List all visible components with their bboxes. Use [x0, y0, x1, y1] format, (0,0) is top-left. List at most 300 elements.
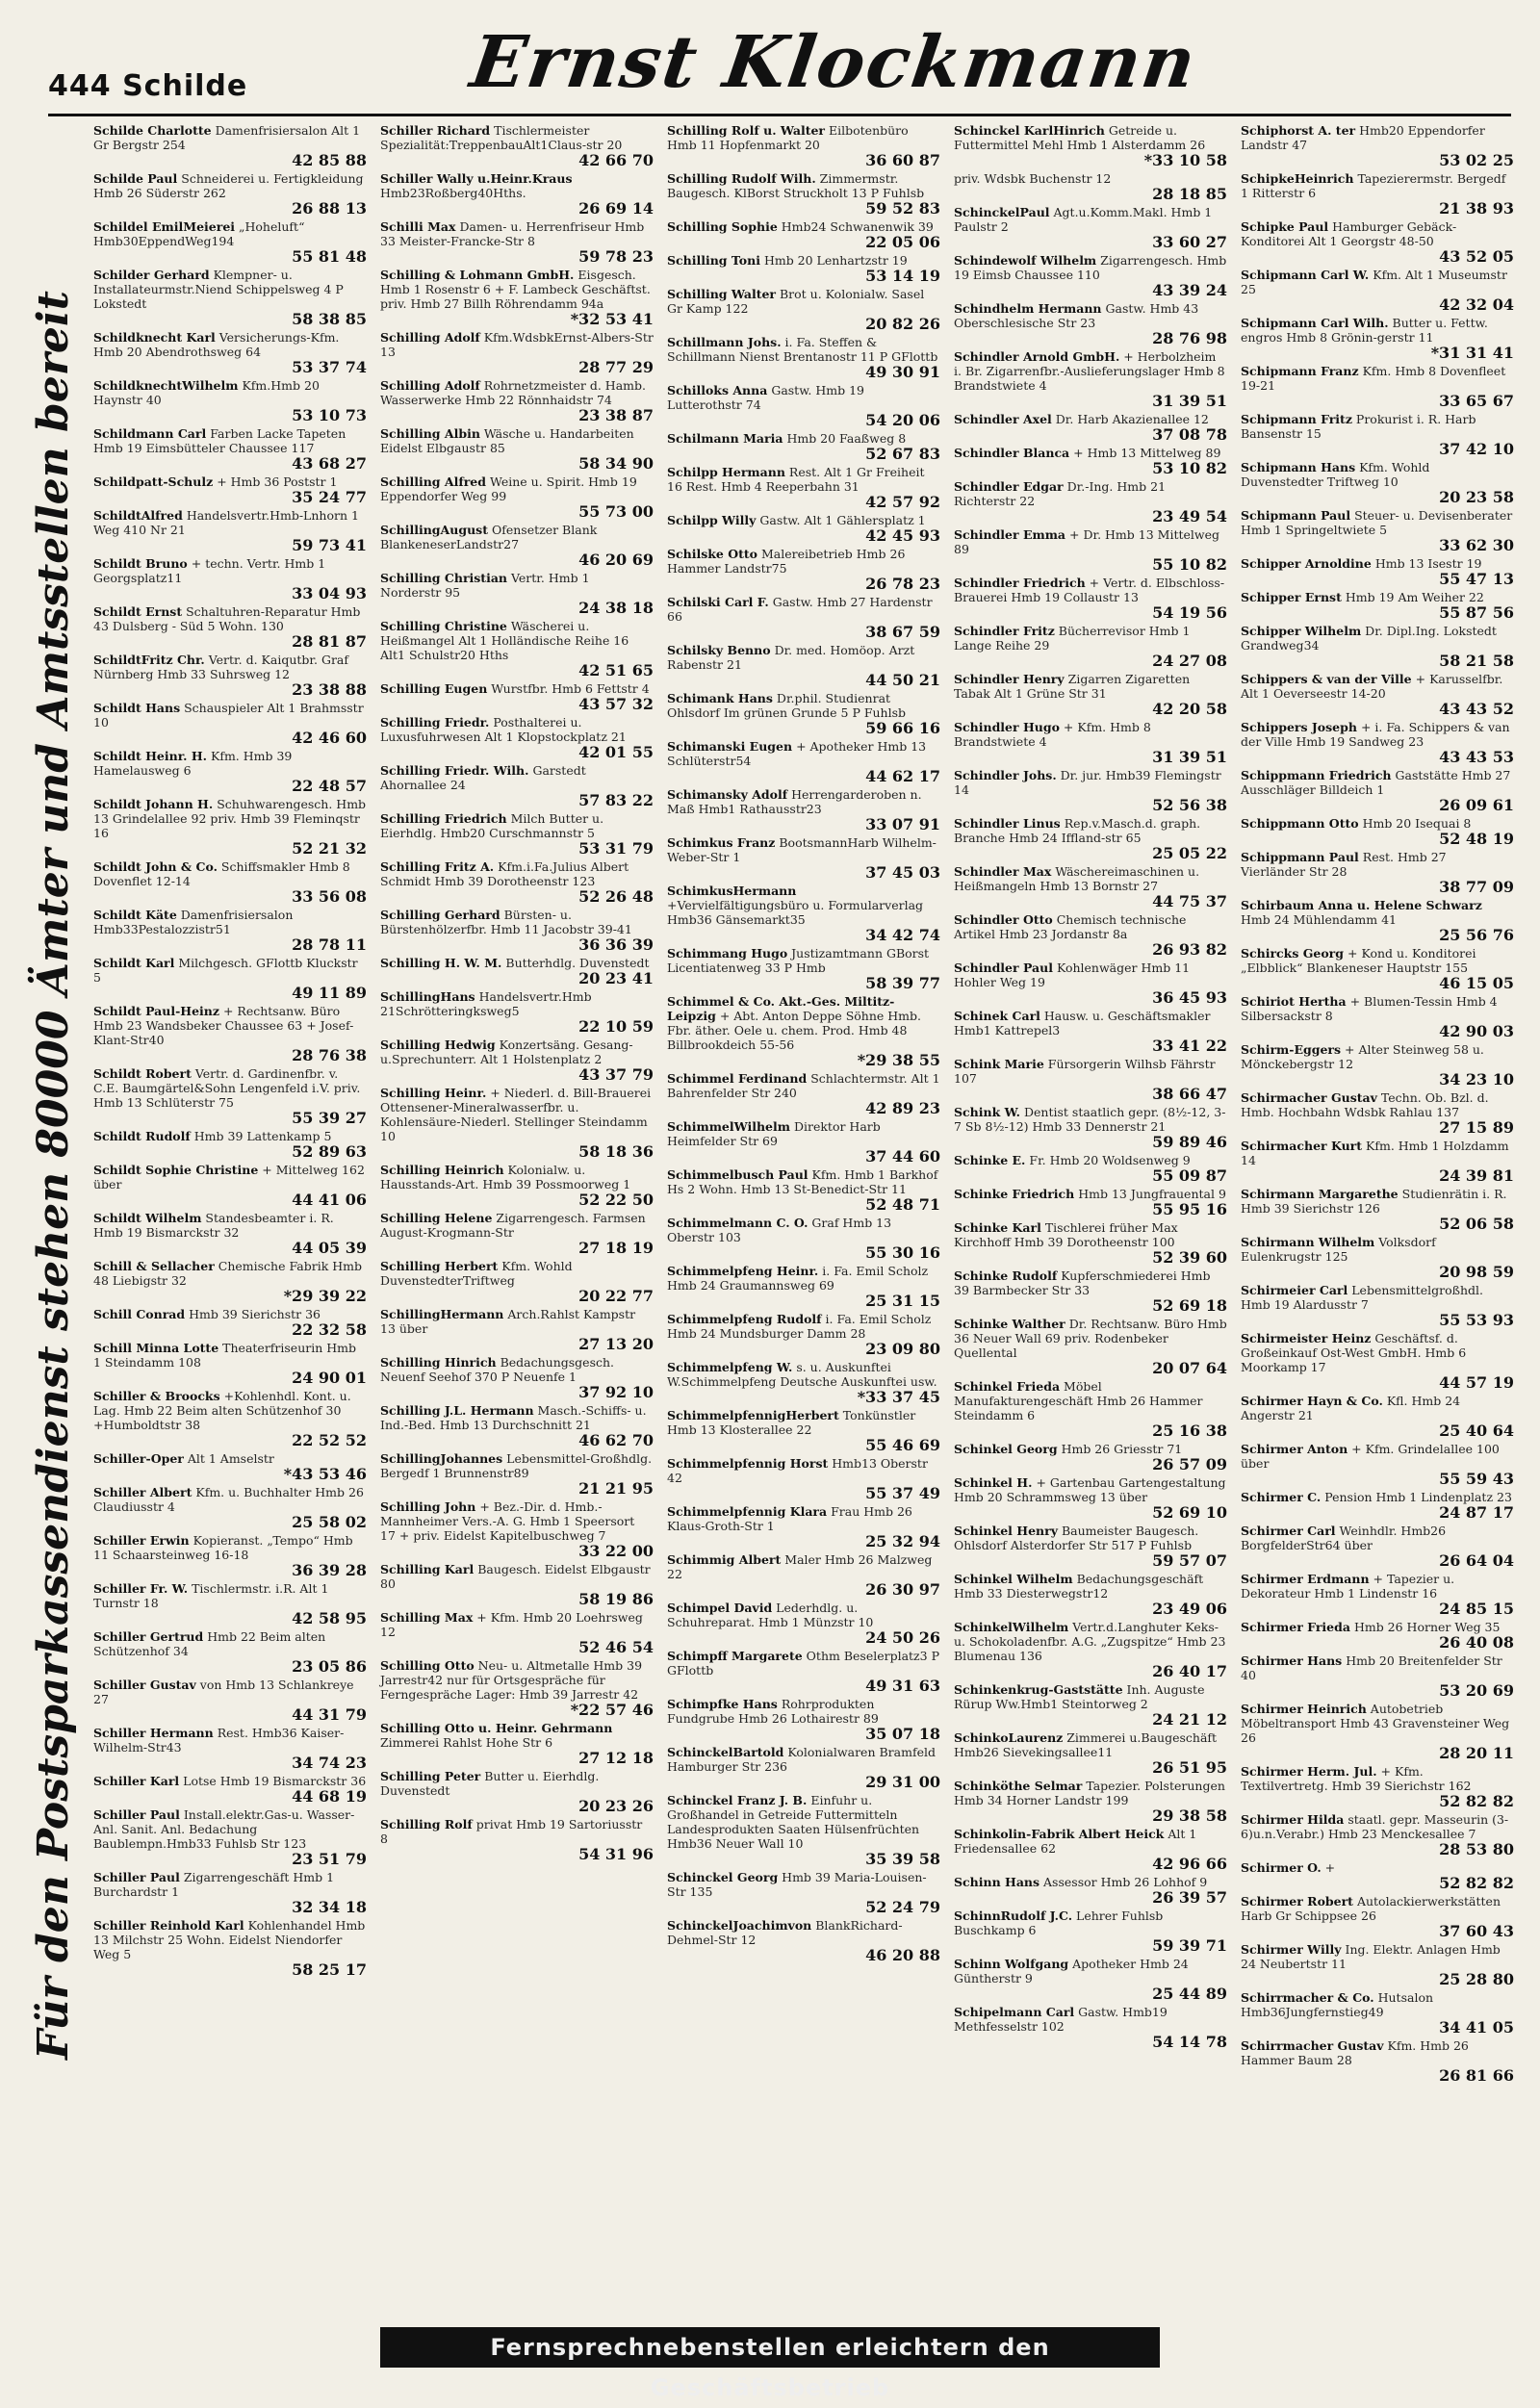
entry-phone: 26 81 66: [1439, 2066, 1514, 2085]
directory-entry: [952, 123, 1229, 171]
directory-entry: [91, 268, 369, 330]
entry-phone: 53 10 82: [1152, 459, 1227, 477]
entry-description: + Kfm. Textilvertretg. Hmb 39 Sierichstr 162: [1241, 1764, 1472, 1793]
directory-entry: [665, 1360, 942, 1408]
entry-name: Schindler Henry: [954, 672, 1065, 686]
entry-phone: 36 60 87: [865, 151, 940, 169]
entry-name: Schinke Walther: [954, 1317, 1065, 1331]
entry-phone: 24 87 17: [1439, 1503, 1514, 1522]
entry-phone: 43 43 52: [1439, 700, 1514, 718]
entry-description: Justizamtmann GBorst Licentiatenweg 33 P Hmb: [667, 946, 930, 975]
entry-description: Zigarrengesch. Hmb 19 Eimsb Chaussee 110: [954, 253, 1227, 282]
directory-entry: [378, 1355, 655, 1403]
entry-name: Schildmann Carl: [93, 426, 207, 441]
entry-description: Milch Butter u. Eierhdlg. Hmb20 Curschmannstr 5: [380, 811, 604, 840]
entry-name: SchillingJohannes: [380, 1451, 503, 1466]
entry-description: Weine u. Spirit. Hmb 19 Eppendorfer Weg 99: [380, 474, 637, 503]
entry-phone: 46 20 88: [865, 1946, 940, 1964]
directory-entry: [378, 330, 655, 378]
entry-description: Hmb 13 Isestr 19: [1374, 556, 1482, 571]
entry-name: Schindler Linus: [954, 816, 1061, 831]
entry-description: Alt 1 Friedensallee 62: [954, 1827, 1197, 1856]
entry-phone: 26 93 82: [1152, 940, 1227, 959]
entry-description: Dr.-Ing. Hmb 21 Richterstr 22: [954, 479, 1167, 508]
entry-phone: 35 24 77: [292, 488, 367, 506]
directory-entry: [952, 624, 1229, 672]
entry-phone: 38 66 47: [1152, 1085, 1227, 1103]
entry-description: Hmb 24 Mühlendamm 41: [1241, 912, 1397, 927]
directory-entry: [952, 576, 1229, 624]
entry-description: Hausw. u. Geschäftsmakler Hmb1 Kattrepel3: [954, 1009, 1211, 1037]
entry-phone: 26 40 17: [1152, 1662, 1227, 1680]
entry-phone: 44 57 19: [1439, 1373, 1514, 1392]
entry-description: Vertr.d.Langhuter Keks- u. Schokoladenfbr. A.G. „Zugspitze“ Hmb 23 Blumenau 136: [954, 1620, 1226, 1663]
entry-phone: 34 42 74: [865, 926, 940, 944]
entry-description: Dr. Rechtsanw. Büro Hmb 36 Neuer Wall 69 priv. Rodenbeker Quellental: [954, 1317, 1227, 1360]
entry-name: Schilling Otto u. Heinr. Gehrmann: [380, 1721, 613, 1735]
entry-phone: 55 53 93: [1439, 1311, 1514, 1329]
entry-phone: 52 48 71: [865, 1195, 940, 1214]
directory-entry: [665, 787, 942, 835]
entry-name: SchildknechtWilhelm: [93, 378, 239, 393]
entry-phone: 21 38 93: [1439, 199, 1514, 218]
entry-description: Lederhdlg. u. Schuhreparat. Hmb 1 Münzstr 10: [667, 1601, 874, 1629]
directory-entry: [952, 479, 1229, 527]
directory-entry: [952, 171, 1229, 205]
entry-name: Schimmelpfeng Rudolf: [667, 1312, 822, 1326]
entry-description: Kohlenwäger Hmb 11 Hohler Weg 19: [954, 961, 1191, 989]
entry-phone: 58 25 17: [292, 1960, 367, 1979]
entry-name: Schilpp Willy: [667, 513, 757, 527]
entry-name: Schilling Hinrich: [380, 1355, 497, 1370]
entry-name: Schinkel Frieda: [954, 1379, 1061, 1394]
entry-name: Schiller Richard: [380, 123, 491, 138]
entry-name: Schirmer Anton: [1241, 1442, 1348, 1456]
directory-entry: [665, 946, 942, 994]
entry-phone: 25 40 64: [1439, 1422, 1514, 1440]
entry-phone: 49 31 63: [865, 1677, 940, 1695]
entry-name: Schilling Sophie: [667, 219, 778, 234]
entry-name: Schilling Alfred: [380, 474, 487, 489]
directory-entry: [1239, 1139, 1516, 1187]
entry-name: Schilling Herbert: [380, 1259, 499, 1273]
directory-entry: [1239, 590, 1516, 624]
entry-description: Hmb 26 Horner Weg 35: [1353, 1620, 1501, 1634]
directory-entry: [91, 1129, 369, 1163]
entry-phone: 33 65 67: [1439, 392, 1514, 410]
entry-name: Schippers & van der Ville: [1241, 672, 1412, 686]
entry-name: Schiller Gustav: [93, 1678, 196, 1692]
directory-entry: [91, 1163, 369, 1211]
entry-phone: 33 62 30: [1439, 536, 1514, 554]
entry-name: SchildtFritz Chr.: [93, 653, 205, 667]
entry-name: Schirmer Herm. Jul.: [1241, 1764, 1377, 1779]
entry-description: + Gartenbau Gartengestaltung Hmb 20 Schrammsweg 13 über: [954, 1475, 1226, 1504]
entry-description: Gastw. Alt 1 Gählersplatz 1: [759, 513, 926, 527]
entry-phone: 49 30 91: [865, 363, 940, 381]
directory-column: [378, 123, 655, 2308]
entry-name: Schildpatt-Schulz: [93, 474, 214, 489]
entry-phone: *43 53 46: [283, 1465, 367, 1483]
entry-description: Tonkünstler Hmb 13 Klosterallee 22: [667, 1408, 916, 1437]
entry-phone: 25 31 15: [865, 1292, 940, 1310]
entry-name: Schinkel H.: [954, 1475, 1033, 1490]
directory-entry: [1239, 1442, 1516, 1490]
entry-name: Schipmann Franz: [1241, 364, 1359, 378]
entry-phone: 20 23 41: [578, 969, 654, 987]
entry-description: Hmb 26 Griesstr 71: [1061, 1442, 1183, 1456]
directory-entry: [91, 1389, 369, 1451]
entry-phone: 42 96 66: [1152, 1855, 1227, 1873]
entry-phone: 31 39 51: [1152, 392, 1227, 410]
directory-entry: [952, 672, 1229, 720]
directory-entry: [665, 884, 942, 946]
entry-phone: *32 53 41: [570, 310, 654, 328]
entry-description: Farben Lacke Tapeten Hmb 19 Eimsbütteler Chaussee 117: [93, 426, 346, 455]
entry-description: Kfm. Alt 1 Museumstr 25: [1241, 268, 1507, 296]
entry-name: Schildt Sophie Christine: [93, 1163, 259, 1177]
directory-entry: [952, 1105, 1229, 1153]
entry-phone: 28 78 11: [292, 935, 367, 954]
entry-description: Vertr. d. Gardinenfbr. v. C.E. Baumgärtel&Sohn Lengenfeld i.V. priv. Hmb 13 Schlüterstr 75: [93, 1066, 361, 1110]
entry-description: Inh. Auguste Rürup Ww.Hmb1 Steintorweg 2: [954, 1682, 1205, 1711]
entry-name: Schilling Toni: [667, 253, 760, 268]
entry-description: Hmb 39 Sierichstr 36: [189, 1307, 321, 1321]
entry-phone: 53 31 79: [578, 839, 654, 858]
entry-phone: 26 40 08: [1439, 1633, 1514, 1652]
entry-name: Schilling Otto: [380, 1658, 475, 1673]
page-keyword: Schilde: [122, 69, 248, 103]
entry-phone: 52 46 54: [578, 1638, 654, 1656]
entry-name: Schildt Rudolf: [93, 1129, 191, 1143]
directory-entry: [952, 1057, 1229, 1105]
directory-entry: [665, 465, 942, 513]
entry-phone: 20 98 59: [1439, 1263, 1514, 1281]
entry-phone: 42 85 88: [292, 151, 367, 169]
entry-description: Schlachtermstr. Alt 1 Bahrenfelder Str 240: [667, 1071, 940, 1100]
entry-description: Schiffsmakler Hmb 8 Dovenflet 12-14: [93, 859, 350, 888]
directory-entry: [1239, 171, 1516, 219]
entry-phone: 44 68 19: [292, 1787, 367, 1806]
entry-description: „Hoheluft“ Hmb30EppendWeg194: [93, 219, 305, 248]
entry-phone: 24 21 12: [1152, 1710, 1227, 1729]
directory-entry: [952, 1475, 1229, 1524]
entry-phone: 52 48 19: [1439, 830, 1514, 848]
entry-description: Kfm. Hmb 39 Hamelausweg 6: [93, 749, 293, 778]
entry-description: Ofensetzer Blank BlankeneserLandstr27: [380, 523, 598, 551]
entry-name: Schindler Emma: [954, 527, 1066, 542]
directory-entry: [952, 446, 1229, 479]
directory-entry: [1239, 898, 1516, 946]
entry-name: Schimmang Hugo: [667, 946, 788, 961]
directory-entry: [665, 1793, 942, 1870]
entry-description: Dr. jur. Hmb39 Flemingstr 14: [954, 768, 1221, 797]
entry-phone: 33 56 08: [292, 887, 367, 906]
entry-name: Schilpp Hermann: [667, 465, 785, 479]
entry-phone: 22 52 52: [292, 1431, 367, 1449]
entry-description: BootsmannHarb Wilhelm-Weber-Str 1: [667, 835, 937, 864]
entry-description: Tischlermeister Spezialität:TreppenbauAlt1Claus-str 20: [380, 123, 623, 152]
entry-phone: 44 41 06: [292, 1191, 367, 1209]
entry-description: i. Fa. Steffen & Schillmann Nienst Brentanostr 11 P GFlottb: [667, 335, 938, 364]
entry-phone: 26 88 13: [292, 199, 367, 218]
entry-name: Schiller Fr. W.: [93, 1581, 189, 1596]
entry-description: Wäschereimaschinen u. Heißmangeln Hmb 13 Bornstr 27: [954, 864, 1200, 893]
directory-entry: [91, 508, 369, 556]
directory-entry: [91, 1066, 369, 1129]
directory-entry: [91, 426, 369, 474]
entry-name: SchillingAugust: [380, 523, 488, 537]
entry-name: SchimmelWilhelm: [667, 1119, 790, 1134]
directory-entry: [665, 1408, 942, 1456]
entry-name: Schimmelpfeng W.: [667, 1360, 793, 1374]
entry-description: Hmb 20 Faaßweg 8: [786, 431, 907, 446]
directory-entry: [378, 1211, 655, 1259]
directory-entry: [665, 123, 942, 171]
entry-description: Gastw. Hmb19 Methfesselstr 102: [954, 2005, 1168, 2034]
directory-entry: [1239, 1187, 1516, 1235]
entry-phone: 23 09 80: [865, 1340, 940, 1358]
entry-description: Rest. Alt 1 Gr Freiheit 16 Rest. Hmb 4 Reeperbahn 31: [667, 465, 925, 494]
directory-entry: [91, 1678, 369, 1726]
entry-phone: 59 39 71: [1152, 1936, 1227, 1955]
entry-name: Schimkus Franz: [667, 835, 776, 850]
entry-name: Schipke Paul: [1241, 219, 1329, 234]
directory-entry: [665, 595, 942, 643]
entry-phone: 54 14 78: [1152, 2033, 1227, 2051]
entry-name: Schippmann Paul: [1241, 850, 1359, 864]
entry-description: + Abt. Anton Deppe Söhne Hmb. Fbr. äther. Oele u. chem. Prod. Hmb 48 Billbrookdeich 55-56: [667, 1009, 921, 1052]
entry-description: Rest. Hmb 27 Vierländer Str 28: [1241, 850, 1447, 879]
entry-name: Schiller Reinhold Karl: [93, 1918, 244, 1933]
entry-name: Schilling Heinr.: [380, 1086, 487, 1100]
directory-entry: [91, 859, 369, 908]
directory-entry: [91, 474, 369, 508]
entry-phone: 42 89 23: [865, 1099, 940, 1117]
entry-description: Zimmerei u.Baugeschäft Hmb26 Sievekingsallee11: [954, 1730, 1218, 1759]
entry-description: Damenfrisiersalon Hmb33Pestalozzistr51: [93, 908, 294, 936]
entry-name: SchinckelBartold: [667, 1745, 784, 1759]
entry-description: Kfm.Hmb 20 Haynstr 40: [93, 378, 320, 407]
entry-name: Schindler Paul: [954, 961, 1053, 975]
directory-entry: [91, 1451, 369, 1485]
entry-description: + Kfm. Hmb 8 Brandstwiete 4: [954, 720, 1151, 749]
directory-entry: [1239, 123, 1516, 171]
entry-description: Pension Hmb 1 Lindenplatz 23: [1324, 1490, 1512, 1504]
entry-description: +Vervielfältigungsbüro u. Formularverlag Hmb36 Gänsemarkt35: [667, 898, 924, 927]
entry-description: Vertr. d. Kaiqutbr. Graf Nürnberg Hmb 33 Suhrsweg 12: [93, 653, 348, 681]
entry-phone: 24 27 08: [1152, 652, 1227, 670]
directory-entry: [665, 1167, 942, 1216]
entry-name: Schilling & Lohmann GmbH.: [380, 268, 575, 282]
entry-name: Schilling Max: [380, 1610, 474, 1625]
entry-description: + Kfm. Grindelallee 100 über: [1241, 1442, 1500, 1471]
entry-name: Schinkel Henry: [954, 1524, 1058, 1538]
entry-name: Schinckel Georg: [667, 1870, 779, 1884]
directory-entry: [91, 1341, 369, 1389]
directory-entry: [378, 681, 655, 715]
entry-name: Schilling Friedr. Wilh.: [380, 763, 529, 778]
entry-description: Weinhdlr. Hmb26 BorgfelderStr64 über: [1241, 1524, 1447, 1552]
entry-name: Schilde Charlotte: [93, 123, 212, 138]
directory-entry: [378, 619, 655, 681]
directory-entry: [1239, 268, 1516, 316]
directory-entry: [952, 412, 1229, 446]
entry-name: Schilmann Maria: [667, 431, 783, 446]
entry-name: Schildt Paul-Heinz: [93, 1004, 219, 1018]
entry-phone: 52 89 63: [292, 1142, 367, 1161]
entry-phone: 43 43 53: [1439, 748, 1514, 766]
directory-entry: [1239, 672, 1516, 720]
entry-name: Schinke E.: [954, 1153, 1026, 1167]
entry-description: Hmb 20 Breitenfelder Str 40: [1241, 1653, 1502, 1682]
header-rule: [48, 114, 1511, 116]
entry-phone: 28 53 80: [1439, 1840, 1514, 1858]
entry-phone: 59 89 46: [1152, 1133, 1227, 1151]
directory-entry: [952, 912, 1229, 961]
entry-name: Schippmann Otto: [1241, 816, 1359, 831]
entry-phone: 37 42 10: [1439, 440, 1514, 458]
entry-description: Bedachungsgeschäft Hmb 33 Diesterwegstr12: [954, 1572, 1204, 1601]
directory-entry: [1239, 508, 1516, 556]
directory-entry: [952, 816, 1229, 864]
directory-entry: [378, 474, 655, 523]
directory-entry: [91, 653, 369, 701]
directory-entry: [1239, 1764, 1516, 1812]
entry-description: Hamburger Gebäck-Konditorei Alt 1 Georgstr 48-50: [1241, 219, 1457, 248]
directory-entry: [91, 1807, 369, 1870]
entry-phone: 24 90 01: [292, 1369, 367, 1387]
entry-phone: 28 76 98: [1152, 329, 1227, 347]
entry-description: Eilbotenbüro Hmb 11 Hopfenmarkt 20: [667, 123, 909, 152]
entry-description: Autolackierwerkstätten Harb Gr Schippsee 26: [1241, 1894, 1502, 1923]
entry-name: Schipper Ernst: [1241, 590, 1342, 604]
entry-name: Schill Conrad: [93, 1307, 186, 1321]
entry-name: Schindler Axel: [954, 412, 1052, 426]
entry-phone: 53 02 25: [1439, 151, 1514, 169]
directory-entry: [952, 1875, 1229, 1908]
entry-phone: 58 18 36: [578, 1142, 654, 1161]
directory-entry: [378, 859, 655, 908]
directory-entry: [952, 1524, 1229, 1572]
entry-description: Posthalterei u. Luxusfuhrwesen Alt 1 Klopstockplatz 21: [380, 715, 627, 744]
entry-description: Brot u. Kolonialw. Sasel Gr Kamp 122: [667, 287, 925, 316]
entry-description: Kolonialwaren Bramfeld Hamburger Str 236: [667, 1745, 936, 1774]
entry-description: Damen- u. Herrenfriseur Hmb 33 Meister-Francke-Str 8: [380, 219, 645, 248]
entry-description: Volksdorf Eulenkrugstr 125: [1241, 1235, 1436, 1264]
entry-description: Handelsvertr.Hmb 21Schrötteringksweg5: [380, 989, 592, 1018]
entry-name: SchimmelpfennigHerbert: [667, 1408, 839, 1422]
entry-description: Hmb20 Eppendorfer Landstr 47: [1241, 123, 1485, 152]
entry-phone: 43 57 32: [578, 695, 654, 713]
entry-phone: 25 28 80: [1439, 1970, 1514, 1988]
entry-description: Gaststätte Hmb 27 Ausschläger Billdeich 1: [1241, 768, 1511, 797]
entry-name: Schipper Wilhelm: [1241, 624, 1362, 638]
directory-entry: [1239, 1653, 1516, 1702]
entry-description: Hmb24 Schwanenwik 39: [781, 219, 934, 234]
entry-description: Baugesch. Eidelst Elbgaustr 80: [380, 1562, 651, 1591]
entry-description: Fr. Hmb 20 Woldsenweg 9: [1029, 1153, 1191, 1167]
entry-phone: 26 09 61: [1439, 796, 1514, 814]
entry-phone: 37 44 60: [865, 1147, 940, 1166]
entry-description: Wäscherei u. Heißmangel Alt 1 Holländische Reihe 16 Alt1 Schulstr20 Hths: [380, 619, 629, 662]
entry-name: Schiller Karl: [93, 1774, 180, 1788]
entry-description: + Tapezier u. Dekorateur Hmb 1 Lindenstr 16: [1241, 1572, 1455, 1601]
entry-description: Graf Hmb 13 Oberstr 103: [667, 1216, 892, 1244]
entry-name: Schiller-Oper: [93, 1451, 184, 1466]
entry-description: Maler Hmb 26 Malzweg 22: [667, 1552, 933, 1581]
entry-description: Dr. med. Homöop. Arzt Rabenstr 21: [667, 643, 915, 672]
directory-entry: [1239, 1572, 1516, 1620]
entry-name: SchinnRudolf J.C.: [954, 1908, 1073, 1923]
entry-description: Dentist staatlich gepr. (8½-12, 3-7 Sb 8½-12) Hmb 33 Dennerstr 21: [954, 1105, 1226, 1134]
entry-phone: 42 45 93: [865, 526, 940, 545]
entry-phone: 36 45 93: [1152, 988, 1227, 1007]
directory-entry: [665, 1119, 942, 1167]
entry-name: Schilling Eugen: [380, 681, 488, 696]
entry-name: Schilling John: [380, 1499, 476, 1514]
directory-entry: [378, 523, 655, 571]
directory-entry: [1239, 1090, 1516, 1139]
entry-description: + Hmb 13 Mittelweg 89: [1073, 446, 1221, 460]
directory-entry: [952, 349, 1229, 412]
directory-entry: [1239, 994, 1516, 1042]
entry-phone: 43 52 05: [1439, 247, 1514, 266]
directory-entry: [665, 253, 942, 287]
entry-name: Schildt Bruno: [93, 556, 188, 571]
entry-name: Schink Marie: [954, 1057, 1044, 1071]
entry-phone: 26 78 23: [865, 575, 940, 593]
entry-description: Apotheker Hmb 24 Güntherstr 9: [954, 1957, 1189, 1985]
entry-phone: 44 75 37: [1152, 892, 1227, 910]
entry-phone: 59 66 16: [865, 719, 940, 737]
entry-description: + Bez.-Dir. d. Hmb.-Mannheimer Vers.-A. G. Hmb 1 Speersort 17 + priv. Eidelst Kapitelbuschweg 7: [380, 1499, 635, 1543]
entry-name: SchillingHermann: [380, 1307, 504, 1321]
entry-phone: 54 31 96: [578, 1845, 654, 1863]
entry-name: Schilde Paul: [93, 171, 178, 186]
entry-name: Schilling J.L. Hermann: [380, 1403, 534, 1418]
directory-entry: [1239, 1235, 1516, 1283]
directory-entry: [952, 1220, 1229, 1268]
entry-description: Tischlerei früher Max Kirchhoff Hmb 39 Dorotheenstr 100: [954, 1220, 1178, 1249]
entry-phone: 42 46 60: [292, 729, 367, 747]
entry-description: Kolonialw. u. Hausstands-Art. Hmb 39 Possmoorweg 1: [380, 1163, 631, 1191]
directory-entry: [952, 1187, 1229, 1220]
directory-entry: [665, 1552, 942, 1601]
entry-description: Fürsorgerin Wilhsb Fährstr 107: [954, 1057, 1216, 1086]
entry-description: Bedachungsgesch. Neuenf Seehof 370 P Neuenfe 1: [380, 1355, 615, 1384]
entry-phone: 22 10 59: [578, 1017, 654, 1036]
entry-description: Kfm. Wohld DuvenstedterTriftweg: [380, 1259, 573, 1288]
entry-description: Techn. Ob. Bzl. d. Hmb. Hochbahn Wdsbk Rahlau 137: [1241, 1090, 1489, 1119]
directory-entry: [378, 1562, 655, 1610]
entry-name: Schildt Karl: [93, 956, 175, 970]
entry-description: Assessor Hmb 26 Lohhof 9: [1043, 1875, 1208, 1889]
entry-name: Schiller Hermann: [93, 1726, 214, 1740]
entry-phone: 52 82 82: [1439, 1874, 1514, 1892]
directory-entry: [1239, 1702, 1516, 1764]
entry-description: Kfm. Hmb 1 Barkhof Hs 2 Wohn. Hmb 13 St-Benedict-Str 11: [667, 1167, 938, 1196]
entry-description: Prokurist i. R. Harb Bansenstr 15: [1241, 412, 1476, 441]
entry-description: Kfm. Wohld Duvenstedter Triftweg 10: [1241, 460, 1430, 489]
entry-phone: 53 20 69: [1439, 1681, 1514, 1700]
entry-name: Schinckel Franz J. B.: [667, 1793, 808, 1807]
directory-entry: [378, 1307, 655, 1355]
entry-name: Schilling Heinrich: [380, 1163, 504, 1177]
entry-name: Schiller Gertrud: [93, 1629, 204, 1644]
entry-phone: 26 39 57: [1152, 1888, 1227, 1907]
entry-name: Schinke Friedrich: [954, 1187, 1075, 1201]
